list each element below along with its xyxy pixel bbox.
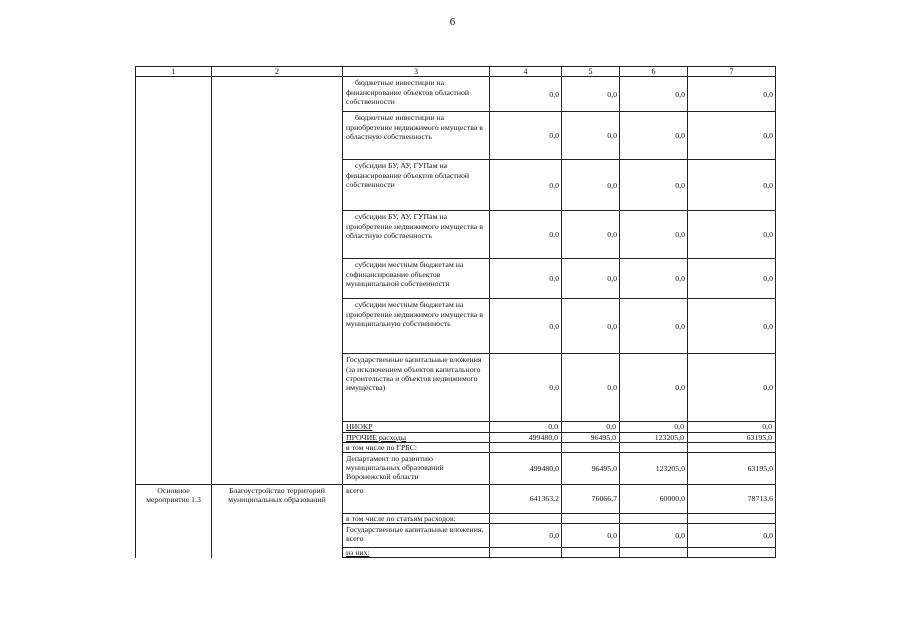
header-cell-4: 4 (490, 67, 562, 77)
value-cell: 0,0 (562, 299, 620, 354)
value-cell: 0,0 (620, 112, 688, 160)
value-cell: 78713,6 (688, 485, 776, 514)
value-cell: 0,0 (688, 211, 776, 259)
row-label: бюджетные инвестиции на приобретение недвижимого имущества в областную собственность (343, 112, 490, 160)
value-cell: 0,0 (620, 160, 688, 211)
empty-cell (688, 514, 776, 524)
row-label: из них: (343, 548, 490, 558)
header-row (136, 67, 776, 77)
value-cell: 641363,2 (490, 485, 562, 514)
value-cell: 0,0 (620, 77, 688, 112)
value-cell: 0,0 (688, 524, 776, 548)
empty-col1 (136, 77, 212, 485)
row-label: всего (343, 485, 490, 514)
row-label: в том числе по ГРБС: (343, 442, 490, 452)
row-label: субсидии местным бюджетам на приобретение недвижимого имущества в муниципальную собственность (343, 299, 490, 354)
value-cell: 0,0 (562, 422, 620, 432)
value-cell: 0,0 (620, 259, 688, 299)
row-label: ПРОЧИЕ расходы (343, 432, 490, 442)
event-name: Благоустройство территорий муниципальных образований (212, 485, 343, 558)
value-cell: 123205,0 (620, 453, 688, 485)
empty-cell (562, 514, 620, 524)
empty-cell (562, 548, 620, 558)
value-cell: 0,0 (490, 259, 562, 299)
event-code: Основное мероприятие 1.3 (136, 485, 212, 558)
row-label: бюджетные инвестиции на финансирование объектов областной собственности (343, 77, 490, 112)
row-label: субсидии местным бюджетам на софинансирование объектов муниципальной собственности (343, 259, 490, 299)
value-cell: 0,0 (620, 211, 688, 259)
value-cell: 0,0 (562, 211, 620, 259)
value-cell: 60000,0 (620, 485, 688, 514)
header-cell-5: 5 (562, 67, 620, 77)
empty-cell (620, 548, 688, 558)
value-cell: 0,0 (490, 299, 562, 354)
row-label: субсидии БУ, АУ, ГУПам на финансирование объектов областной собственности (343, 160, 490, 211)
value-cell: 96495,0 (562, 432, 620, 442)
row-label: субсидии БУ, АУ, ГУПам на приобретение недвижимого имущества в областную собственность (343, 211, 490, 259)
value-cell: 0,0 (620, 354, 688, 422)
value-cell: 0,0 (562, 160, 620, 211)
value-cell: 0,0 (490, 354, 562, 422)
value-cell: 0,0 (562, 259, 620, 299)
header-cell-2: 2 (212, 67, 343, 77)
empty-cell (490, 514, 562, 524)
value-cell: 0,0 (490, 160, 562, 211)
value-cell: 0,0 (490, 524, 562, 548)
header-cell-3: 3 (343, 67, 490, 77)
value-cell: 0,0 (620, 524, 688, 548)
value-cell: 63195,0 (688, 432, 776, 442)
budget-table (135, 66, 776, 558)
table-row (136, 77, 776, 112)
value-cell: 0,0 (688, 160, 776, 211)
value-cell: 0,0 (688, 112, 776, 160)
row-label: Департамент по развитию муниципальных образований Воронежской области (343, 453, 490, 485)
value-cell: 0,0 (490, 211, 562, 259)
value-cell: 0,0 (562, 112, 620, 160)
empty-cell (562, 442, 620, 452)
empty-cell (688, 442, 776, 452)
value-cell: 0,0 (490, 422, 562, 432)
row-label: Государственные капитальные вложения (за исключением объектов капитального строительства и объектов недвижимого имущества) (343, 354, 490, 422)
row-label: НИОКР (343, 422, 490, 432)
value-cell: 0,0 (562, 354, 620, 422)
empty-cell (490, 442, 562, 452)
row-label: в том числе по статьям расходов: (343, 514, 490, 524)
header-cell-6: 6 (620, 67, 688, 77)
row-label: Государственные капитальные вложения, всего (343, 524, 490, 548)
value-cell: 0,0 (562, 524, 620, 548)
empty-cell (620, 442, 688, 452)
value-cell: 499480,0 (490, 453, 562, 485)
value-cell: 0,0 (562, 77, 620, 112)
empty-cell (688, 548, 776, 558)
empty-cell (620, 514, 688, 524)
header-cell-7: 7 (688, 67, 776, 77)
value-cell: 76066,7 (562, 485, 620, 514)
value-cell: 0,0 (688, 299, 776, 354)
table-row (136, 485, 776, 514)
value-cell: 0,0 (620, 299, 688, 354)
value-cell: 0,0 (688, 422, 776, 432)
value-cell: 123205,0 (620, 432, 688, 442)
value-cell: 0,0 (620, 422, 688, 432)
value-cell: 63195,0 (688, 453, 776, 485)
value-cell: 0,0 (490, 112, 562, 160)
value-cell: 96495,0 (562, 453, 620, 485)
header-cell-1: 1 (136, 67, 212, 77)
value-cell: 0,0 (490, 77, 562, 112)
value-cell: 0,0 (688, 354, 776, 422)
value-cell: 499480,0 (490, 432, 562, 442)
value-cell: 0,0 (688, 77, 776, 112)
empty-col2 (212, 77, 343, 485)
empty-cell (490, 548, 562, 558)
value-cell: 0,0 (688, 259, 776, 299)
page-number: 6 (449, 16, 456, 28)
